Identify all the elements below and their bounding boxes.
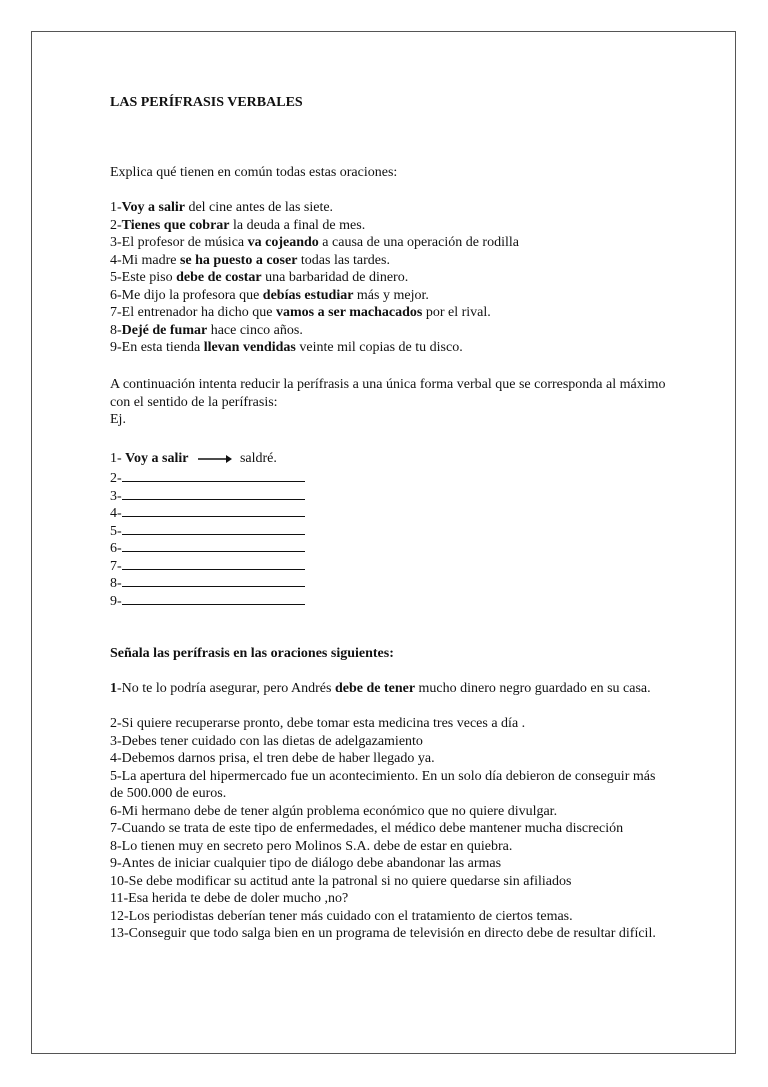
exercise-sentence-12: 12-Los periodistas deberían tener más cuidado con el tratamiento de ciertos temas. — [110, 908, 573, 924]
sentence-4 — [110, 252, 670, 270]
first-pre: -No te lo podría asegurar, pero Andrés — [117, 681, 335, 696]
sentence-text: a causa de una operación de rodilla — [318, 235, 519, 250]
answer-line-3 — [110, 486, 670, 504]
first-periphrasis: debe de tener — [334, 681, 416, 696]
sentence-text: del cine antes de las siete. — [184, 200, 334, 215]
sentence-7 — [110, 304, 670, 322]
answer-number: 2- — [110, 471, 122, 486]
answer-blank — [122, 538, 305, 552]
sentence-5 — [110, 269, 670, 287]
answer-line-7 — [110, 556, 670, 574]
answer-line-6 — [110, 538, 670, 556]
section-3-heading: Señala las perífrasis en las oraciones siguientes: — [110, 646, 394, 661]
sentence-text: 2- — [110, 217, 122, 233]
sentence-periphrasis: vamos a ser machacados — [276, 305, 423, 320]
answer-blanks — [110, 468, 670, 608]
sentence-6 — [110, 287, 670, 305]
sentence-text: 3-El profesor de música — [110, 235, 248, 250]
answer-blank — [122, 503, 305, 517]
answer-blank — [122, 468, 305, 482]
sentence-text: hace cinco años. — [207, 322, 303, 338]
exercise-sentence-9: 9-Antes de iniciar cualquier tipo de diálogo debe abandonar las armas — [110, 856, 502, 871]
first-post: mucho dinero negro guardado en su casa. — [415, 681, 651, 696]
sentence-text: la deuda a final de mes. — [229, 217, 366, 233]
sentence-periphrasis: Voy a salir — [121, 200, 185, 215]
sentence-text: más y mejor. — [353, 287, 429, 303]
sentence-text: veinte mil copias de tu disco. — [295, 340, 463, 355]
answer-blank — [122, 521, 305, 535]
exercise-sentence-5: 5-La apertura del hipermercado fue un acontecimiento. En un solo día debieron de conseguir más de 500.000 de euros. — [110, 768, 656, 801]
sentence-1 — [110, 199, 670, 217]
answer-line-8 — [110, 573, 670, 591]
answer-number: 6- — [110, 541, 122, 556]
sentence-text: 5-Este piso — [110, 270, 177, 285]
section-1-sentences — [110, 199, 670, 357]
exercise-sentence-7: 7-Cuando se trata de este tipo de enfermedades, el médico debe mantener mucha discreción — [110, 821, 624, 836]
sentence-text: 7-El entrenador ha dicho que — [110, 305, 276, 320]
answer-number: 4- — [110, 506, 122, 521]
sentence-periphrasis: va cojeando — [247, 235, 319, 250]
exercise-sentence-4: 4-Debemos darnos prisa, el tren debe de haber llegado ya. — [110, 751, 435, 766]
sentence-text: una barbaridad de dinero. — [261, 270, 409, 285]
sentence-2 — [110, 217, 670, 235]
sentence-text: 8- — [110, 322, 122, 338]
answer-blank — [122, 591, 305, 605]
sentence-text: 9-En esta tienda — [110, 340, 204, 355]
section-2-instruction: A continuación intenta reducir la perífrasis a una única forma verbal que se corresponda al máximo con el sentido de la perífrasis: — [110, 377, 666, 410]
exercise-sentence-3: 3-Debes tener cuidado con las dietas de adelgazamiento — [110, 733, 423, 749]
answer-number: 7- — [110, 558, 122, 574]
example-number: 1- — [110, 451, 126, 466]
example-periphrasis: Voy a salir — [125, 451, 189, 466]
exercise-sentence-10: 10-Se debe modificar su actitud ante la patronal si no quiere quedarse sin afiliados — [110, 873, 572, 889]
exercise-sentence-13: 13-Conseguir que todo salga bien en un programa de televisión en directo debe de resultar difícil. — [110, 926, 656, 941]
sentence-periphrasis: Dejé de fumar — [121, 322, 208, 338]
answer-number: 8- — [110, 576, 122, 591]
example-answer: saldré. — [239, 451, 277, 466]
answer-number: 9- — [110, 593, 122, 609]
section-1-instruction: Explica qué tienen en común todas estas oraciones: — [110, 165, 398, 180]
answer-number: 5- — [110, 523, 122, 539]
sentence-text: 1- — [110, 200, 122, 215]
answer-line-4 — [110, 503, 670, 521]
sentence-periphrasis: llevan vendidas — [203, 340, 296, 355]
sentence-8 — [110, 322, 670, 340]
answer-blank — [122, 556, 305, 570]
exercise-sentence-2: 2-Si quiere recuperarse pronto, debe tomar esta medicina tres veces a día . — [110, 716, 526, 731]
answer-line-5 — [110, 521, 670, 539]
sentence-periphrasis: debe de costar — [176, 270, 262, 285]
section-1 — [110, 164, 670, 182]
sentence-periphrasis: debías estudiar — [262, 287, 354, 303]
section-3-first — [110, 680, 670, 698]
document-title: LAS PERÍFRASIS VERBALES — [110, 95, 303, 110]
sentence-text: todas las tardes. — [297, 252, 390, 268]
sentence-text: por el rival. — [422, 305, 491, 320]
sentence-9 — [110, 339, 670, 357]
exercise-sentence-8: 8-Lo tienen muy en secreto pero Molinos S.A. debe de estar en quiebra. — [110, 838, 513, 854]
arrow-icon — [198, 454, 232, 464]
sentence-text: 4-Mi madre — [110, 252, 180, 268]
answer-line-9 — [110, 591, 670, 609]
answer-blank — [122, 486, 305, 500]
answer-line-2 — [110, 468, 670, 486]
sentence-periphrasis: Tienes que cobrar — [121, 217, 230, 233]
sentence-text: 6-Me dijo la profesora que — [110, 287, 263, 303]
example-label: Ej. — [110, 412, 126, 427]
first-number: 1 — [110, 681, 117, 696]
exercise-sentence-11: 11-Esa herida te debe de doler mucho ,no? — [110, 891, 349, 906]
sentence-3 — [110, 234, 670, 252]
answer-blank — [122, 573, 305, 587]
exercise-sentence-6: 6-Mi hermano debe de tener algún problema económico que no quiere divulgar. — [110, 803, 558, 819]
section-3-sentences — [110, 715, 670, 943]
sentence-periphrasis: se ha puesto a coser — [179, 252, 298, 268]
example-line — [110, 450, 670, 468]
answer-number: 3- — [110, 488, 122, 504]
